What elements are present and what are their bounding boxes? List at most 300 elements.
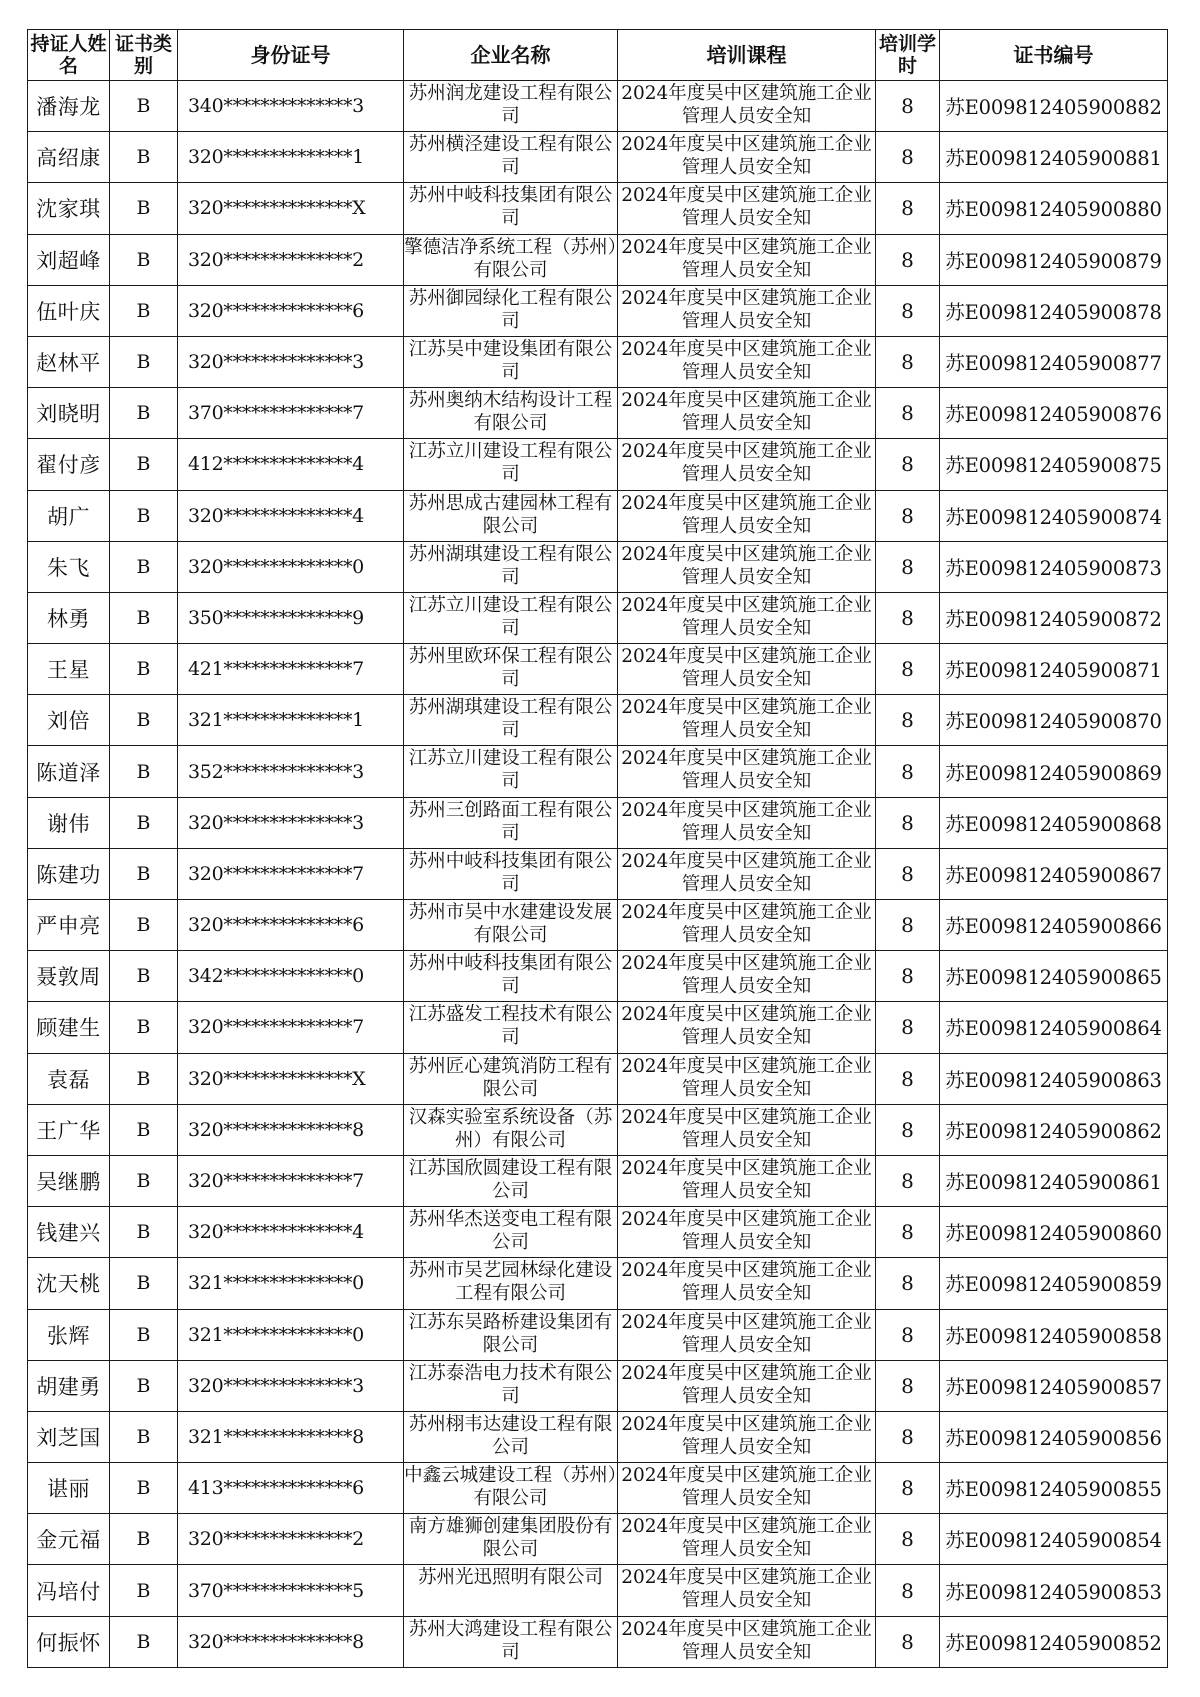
id-number-cell: 320**************7	[178, 848, 404, 899]
holder-name-cell: 刘倍	[28, 695, 110, 746]
id-number-cell: 320**************6	[178, 900, 404, 951]
certificate-number-cell: 苏E009812405900853	[940, 1565, 1168, 1616]
company-name-cell	[404, 1258, 618, 1309]
certificate-category-cell: B	[110, 746, 178, 797]
certificate-category-cell: B	[110, 592, 178, 643]
certificate-category-cell: B	[110, 1463, 178, 1514]
certificate-number-cell: 苏E009812405900862	[940, 1104, 1168, 1155]
holder-name-cell: 严申亮	[28, 900, 110, 951]
company-name-cell-text: 苏州横泾建设工程有限公司	[408, 134, 613, 179]
training-course-cell	[618, 951, 876, 1002]
training-hours-cell: 8	[876, 695, 940, 746]
certificate-number-cell: 苏E009812405900852	[940, 1616, 1168, 1667]
id-number-cell: 321**************1	[178, 695, 404, 746]
training-hours-cell: 8	[876, 1309, 940, 1360]
training-course-cell	[618, 1360, 876, 1411]
table-row	[28, 1565, 1168, 1616]
training-course-cell-text: 2024年度吴中区建筑施工企业管理人员安全知	[621, 1465, 872, 1510]
company-name-cell-text: 苏州市吴艺园林绿化建设工程有限公司	[408, 1260, 613, 1305]
training-course-cell	[618, 1463, 876, 1514]
training-course-cell-text: 2024年度吴中区建筑施工企业管理人员安全知	[621, 1106, 872, 1151]
company-name-cell-text: 苏州栩韦达建设工程有限公司	[408, 1413, 613, 1458]
training-course-cell	[618, 900, 876, 951]
company-name-cell	[404, 285, 618, 336]
company-name-cell-text: 擎德洁净系统工程（苏州）有限公司	[404, 236, 617, 281]
certificate-category-cell: B	[110, 1411, 178, 1462]
holder-name-cell: 潘海龙	[28, 81, 110, 132]
training-hours-cell: 8	[876, 388, 940, 439]
certificate-number-cell: 苏E009812405900882	[940, 81, 1168, 132]
training-course-cell-text: 2024年度吴中区建筑施工企业管理人员安全知	[621, 902, 872, 946]
training-course-cell	[618, 388, 876, 439]
training-course-cell-text: 2024年度吴中区建筑施工企业管理人员安全知	[621, 1413, 872, 1458]
table-header-row	[28, 30, 1168, 81]
id-number-cell: 350**************9	[178, 592, 404, 643]
id-number-cell: 320**************8	[178, 1104, 404, 1155]
company-name-cell	[404, 746, 618, 797]
id-number-cell: 342**************0	[178, 951, 404, 1002]
table-row	[28, 1411, 1168, 1462]
company-name-cell-text: 苏州润龙建设工程有限公司	[408, 83, 613, 127]
certificate-number-cell: 苏E009812405900859	[940, 1258, 1168, 1309]
certificate-number-cell: 苏E009812405900860	[940, 1207, 1168, 1258]
certificate-number-cell: 苏E009812405900854	[940, 1514, 1168, 1565]
company-name-cell-text: 江苏立川建设工程有限公司	[408, 594, 613, 639]
holder-name-cell: 伍叶庆	[28, 285, 110, 336]
holder-name-cell: 沈天桃	[28, 1258, 110, 1309]
table-row	[28, 490, 1168, 541]
holder-name-cell: 聂敦周	[28, 951, 110, 1002]
id-number-cell: 320**************3	[178, 1360, 404, 1411]
company-name-cell-text: 汉森实验室系统设备（苏州）有限公司	[408, 1106, 613, 1151]
training-course-cell	[618, 234, 876, 285]
training-course-cell-text: 2024年度吴中区建筑施工企业管理人员安全知	[621, 1516, 872, 1561]
certificate-number-cell: 苏E009812405900856	[940, 1411, 1168, 1462]
id-number-cell: 370**************5	[178, 1565, 404, 1616]
certificate-category-cell: B	[110, 1360, 178, 1411]
training-course-cell	[618, 1002, 876, 1053]
training-hours-cell: 8	[876, 1155, 940, 1206]
table-row	[28, 1053, 1168, 1104]
holder-name-cell: 谢伟	[28, 797, 110, 848]
header-training-hours: 培训学时	[876, 30, 940, 81]
table-row	[28, 388, 1168, 439]
certificate-number-cell: 苏E009812405900867	[940, 848, 1168, 899]
training-course-cell	[618, 695, 876, 746]
training-course-cell	[618, 848, 876, 899]
training-hours-cell: 8	[876, 1565, 940, 1616]
training-course-cell	[618, 81, 876, 132]
company-name-cell	[404, 1309, 618, 1360]
training-course-cell-text: 2024年度吴中区建筑施工企业管理人员安全知	[621, 134, 872, 179]
certificate-category-cell: B	[110, 1207, 178, 1258]
table-row	[28, 183, 1168, 234]
certificate-category-cell: B	[110, 695, 178, 746]
holder-name-cell: 朱飞	[28, 541, 110, 592]
company-name-cell	[404, 1514, 618, 1565]
company-name-cell-text: 苏州中岐科技集团有限公司	[408, 953, 613, 998]
id-number-cell: 320**************1	[178, 132, 404, 183]
company-name-cell	[404, 439, 618, 490]
id-number-cell: 340**************3	[178, 81, 404, 132]
company-name-cell-text: 江苏立川建设工程有限公司	[408, 441, 613, 486]
training-course-cell-text: 2024年度吴中区建筑施工企业管理人员安全知	[621, 697, 872, 742]
holder-name-cell: 胡广	[28, 490, 110, 541]
company-name-cell	[404, 592, 618, 643]
table-row	[28, 1463, 1168, 1514]
id-number-cell: 320**************4	[178, 1207, 404, 1258]
id-number-cell: 320**************X	[178, 1053, 404, 1104]
company-name-cell-text: 江苏国欣圆建设工程有限公司	[408, 1157, 613, 1202]
training-hours-cell: 8	[876, 746, 940, 797]
training-course-cell-text: 2024年度吴中区建筑施工企业管理人员安全知	[621, 543, 872, 588]
training-hours-cell: 8	[876, 183, 940, 234]
table-row	[28, 234, 1168, 285]
table-row	[28, 439, 1168, 490]
id-number-cell: 321**************0	[178, 1309, 404, 1360]
company-name-cell	[404, 388, 618, 439]
id-number-cell: 421**************7	[178, 644, 404, 695]
table-row	[28, 1514, 1168, 1565]
company-name-cell-text: 苏州湖琪建设工程有限公司	[408, 543, 613, 588]
training-hours-cell: 8	[876, 234, 940, 285]
certificate-category-cell: B	[110, 1565, 178, 1616]
training-hours-cell: 8	[876, 336, 940, 387]
table-row	[28, 900, 1168, 951]
training-hours-cell: 8	[876, 1616, 940, 1667]
table-body	[28, 81, 1168, 1668]
certificate-number-cell: 苏E009812405900870	[940, 695, 1168, 746]
id-number-cell: 320**************8	[178, 1616, 404, 1667]
training-course-cell	[618, 1258, 876, 1309]
training-hours-cell: 8	[876, 490, 940, 541]
training-course-cell-text: 2024年度吴中区建筑施工企业管理人员安全知	[621, 799, 872, 844]
certificate-number-cell: 苏E009812405900868	[940, 797, 1168, 848]
training-course-cell	[618, 336, 876, 387]
table-row	[28, 1360, 1168, 1411]
company-name-cell	[404, 1155, 618, 1206]
training-hours-cell: 8	[876, 900, 940, 951]
id-number-cell: 321**************8	[178, 1411, 404, 1462]
training-course-cell	[618, 1207, 876, 1258]
training-course-cell-text: 2024年度吴中区建筑施工企业管理人员安全知	[621, 390, 872, 435]
table-row	[28, 951, 1168, 1002]
certificate-category-cell: B	[110, 183, 178, 234]
table-row	[28, 848, 1168, 899]
company-name-cell	[404, 900, 618, 951]
company-name-cell	[404, 490, 618, 541]
table-row	[28, 541, 1168, 592]
table-row	[28, 1002, 1168, 1053]
certificate-category-cell: B	[110, 1002, 178, 1053]
training-hours-cell: 8	[876, 1514, 940, 1565]
certificate-number-cell: 苏E009812405900861	[940, 1155, 1168, 1206]
certificate-number-cell: 苏E009812405900872	[940, 592, 1168, 643]
training-course-cell	[618, 1411, 876, 1462]
company-name-cell-text: 江苏盛发工程技术有限公司	[408, 1004, 613, 1049]
certificate-category-cell: B	[110, 132, 178, 183]
table-row	[28, 1258, 1168, 1309]
id-number-cell: 320**************2	[178, 1514, 404, 1565]
company-name-cell	[404, 1053, 618, 1104]
training-course-cell	[618, 1309, 876, 1360]
training-course-cell-text: 2024年度吴中区建筑施工企业管理人员安全知	[621, 338, 872, 383]
holder-name-cell: 陈道泽	[28, 746, 110, 797]
training-course-cell-text: 2024年度吴中区建筑施工企业管理人员安全知	[621, 1055, 872, 1100]
training-course-cell	[618, 132, 876, 183]
company-name-cell	[404, 1411, 618, 1462]
id-number-cell: 320**************7	[178, 1002, 404, 1053]
training-hours-cell: 8	[876, 541, 940, 592]
table-row	[28, 1155, 1168, 1206]
training-course-cell-text: 2024年度吴中区建筑施工企业管理人员安全知	[621, 1618, 872, 1663]
certificate-number-cell: 苏E009812405900876	[940, 388, 1168, 439]
certificate-category-cell: B	[110, 1155, 178, 1206]
certificate-category-cell: B	[110, 439, 178, 490]
company-name-cell	[404, 644, 618, 695]
holder-name-cell: 沈家琪	[28, 183, 110, 234]
company-name-cell	[404, 336, 618, 387]
certificate-category-cell: B	[110, 490, 178, 541]
training-course-cell	[618, 1565, 876, 1616]
certificate-category-cell: B	[110, 1309, 178, 1360]
training-course-cell-text: 2024年度吴中区建筑施工企业管理人员安全知	[621, 441, 872, 486]
certificate-number-cell: 苏E009812405900877	[940, 336, 1168, 387]
id-number-cell: 320**************4	[178, 490, 404, 541]
training-course-cell-text: 2024年度吴中区建筑施工企业管理人员安全知	[621, 185, 872, 230]
company-name-cell	[404, 1565, 618, 1616]
certificate-category-cell: B	[110, 388, 178, 439]
training-hours-cell: 8	[876, 951, 940, 1002]
holder-name-cell: 何振怀	[28, 1616, 110, 1667]
certificate-category-cell: B	[110, 285, 178, 336]
training-course-cell	[618, 1155, 876, 1206]
table-row	[28, 797, 1168, 848]
training-course-cell-text: 2024年度吴中区建筑施工企业管理人员安全知	[621, 953, 872, 998]
certificate-number-cell: 苏E009812405900858	[940, 1309, 1168, 1360]
training-hours-cell: 8	[876, 644, 940, 695]
training-course-cell	[618, 592, 876, 643]
company-name-cell-text: 江苏吴中建设集团有限公司	[408, 338, 613, 383]
header-id-number: 身份证号	[178, 30, 404, 81]
holder-name-cell: 钱建兴	[28, 1207, 110, 1258]
id-number-cell: 321**************0	[178, 1258, 404, 1309]
training-course-cell-text: 2024年度吴中区建筑施工企业管理人员安全知	[621, 492, 872, 537]
training-course-cell-text: 2024年度吴中区建筑施工企业管理人员安全知	[621, 594, 872, 639]
holder-name-cell: 张辉	[28, 1309, 110, 1360]
training-course-cell-text: 2024年度吴中区建筑施工企业管理人员安全知	[621, 287, 872, 332]
company-name-cell	[404, 695, 618, 746]
table-row	[28, 336, 1168, 387]
training-course-cell-text: 2024年度吴中区建筑施工企业管理人员安全知	[621, 748, 872, 793]
training-course-cell-text: 2024年度吴中区建筑施工企业管理人员安全知	[621, 1209, 872, 1254]
table-row	[28, 695, 1168, 746]
training-course-cell	[618, 1053, 876, 1104]
training-hours-cell: 8	[876, 1002, 940, 1053]
certificate-category-cell: B	[110, 900, 178, 951]
table-row	[28, 1616, 1168, 1667]
training-hours-cell: 8	[876, 81, 940, 132]
holder-name-cell: 吴继鹏	[28, 1155, 110, 1206]
company-name-cell-text: 江苏立川建设工程有限公司	[408, 748, 613, 793]
id-number-cell: 320**************3	[178, 797, 404, 848]
certificate-number-cell: 苏E009812405900881	[940, 132, 1168, 183]
certificate-category-cell: B	[110, 644, 178, 695]
certificate-number-cell: 苏E009812405900878	[940, 285, 1168, 336]
company-name-cell-text: 南方雄狮创建集团股份有限公司	[408, 1516, 613, 1561]
id-number-cell: 413**************6	[178, 1463, 404, 1514]
certificate-category-cell: B	[110, 1053, 178, 1104]
id-number-cell: 320**************7	[178, 1155, 404, 1206]
certificate-number-cell: 苏E009812405900865	[940, 951, 1168, 1002]
company-name-cell-text: 苏州华杰送变电工程有限公司	[408, 1209, 613, 1254]
training-course-cell	[618, 285, 876, 336]
certificate-number-cell: 苏E009812405900880	[940, 183, 1168, 234]
id-number-cell: 370**************7	[178, 388, 404, 439]
certificate-category-cell: B	[110, 1258, 178, 1309]
certificate-number-cell: 苏E009812405900871	[940, 644, 1168, 695]
certificate-category-cell: B	[110, 1616, 178, 1667]
table-row	[28, 132, 1168, 183]
table-row	[28, 592, 1168, 643]
certificate-category-cell: B	[110, 234, 178, 285]
certificate-number-cell: 苏E009812405900863	[940, 1053, 1168, 1104]
company-name-cell-text: 苏州湖琪建设工程有限公司	[408, 697, 613, 742]
training-course-cell-text: 2024年度吴中区建筑施工企业管理人员安全知	[621, 850, 872, 895]
company-name-cell-text: 江苏泰浩电力技术有限公司	[408, 1362, 613, 1407]
training-hours-cell: 8	[876, 1360, 940, 1411]
training-course-cell-text: 2024年度吴中区建筑施工企业管理人员安全知	[621, 236, 872, 281]
certificate-category-cell: B	[110, 797, 178, 848]
table-row	[28, 285, 1168, 336]
certificate-number-cell: 苏E009812405900855	[940, 1463, 1168, 1514]
id-number-cell: 412**************4	[178, 439, 404, 490]
holder-name-cell: 袁磊	[28, 1053, 110, 1104]
certificate-category-cell: B	[110, 336, 178, 387]
holder-name-cell: 王星	[28, 644, 110, 695]
training-course-cell	[618, 1514, 876, 1565]
training-course-cell-text: 2024年度吴中区建筑施工企业管理人员安全知	[621, 1311, 872, 1356]
holder-name-cell: 陈建功	[28, 848, 110, 899]
training-course-cell-text: 2024年度吴中区建筑施工企业管理人员安全知	[621, 1004, 872, 1049]
table-row	[28, 1104, 1168, 1155]
training-hours-cell: 8	[876, 1411, 940, 1462]
certificate-category-cell: B	[110, 81, 178, 132]
id-number-cell: 320**************6	[178, 285, 404, 336]
training-course-cell	[618, 746, 876, 797]
certificate-category-cell: B	[110, 1104, 178, 1155]
company-name-cell	[404, 132, 618, 183]
company-name-cell	[404, 797, 618, 848]
company-name-cell	[404, 1616, 618, 1667]
training-course-cell	[618, 1616, 876, 1667]
id-number-cell: 352**************3	[178, 746, 404, 797]
company-name-cell-text: 苏州里欧环保工程有限公司	[408, 646, 613, 691]
certificate-table	[27, 29, 1168, 1668]
training-hours-cell: 8	[876, 592, 940, 643]
table-row	[28, 1309, 1168, 1360]
holder-name-cell: 胡建勇	[28, 1360, 110, 1411]
header-company-name: 企业名称	[404, 30, 618, 81]
training-hours-cell: 8	[876, 1207, 940, 1258]
company-name-cell	[404, 951, 618, 1002]
holder-name-cell: 翟付彦	[28, 439, 110, 490]
training-course-cell	[618, 797, 876, 848]
certificate-category-cell: B	[110, 951, 178, 1002]
id-number-cell: 320**************0	[178, 541, 404, 592]
company-name-cell	[404, 81, 618, 132]
table-row	[28, 81, 1168, 132]
company-name-cell-text: 苏州奥纳木结构设计工程有限公司	[408, 390, 613, 435]
id-number-cell: 320**************3	[178, 336, 404, 387]
header-certificate-category: 证书类别	[110, 30, 178, 81]
holder-name-cell: 金元福	[28, 1514, 110, 1565]
header-holder-name: 持证人姓名	[28, 30, 110, 81]
certificate-number-cell: 苏E009812405900875	[940, 439, 1168, 490]
training-course-cell	[618, 1104, 876, 1155]
holder-name-cell: 高绍康	[28, 132, 110, 183]
company-name-cell	[404, 234, 618, 285]
certificate-number-cell: 苏E009812405900857	[940, 1360, 1168, 1411]
holder-name-cell: 顾建生	[28, 1002, 110, 1053]
company-name-cell-text: 江苏东吴路桥建设集团有限公司	[408, 1311, 613, 1356]
certificate-number-cell: 苏E009812405900864	[940, 1002, 1168, 1053]
table-row	[28, 644, 1168, 695]
company-name-cell	[404, 1207, 618, 1258]
holder-name-cell: 冯培付	[28, 1565, 110, 1616]
company-name-cell-text: 苏州光迅照明有限公司	[417, 1567, 603, 1589]
company-name-cell	[404, 848, 618, 899]
training-course-cell	[618, 183, 876, 234]
company-name-cell	[404, 1360, 618, 1411]
training-hours-cell: 8	[876, 1258, 940, 1309]
training-course-cell	[618, 439, 876, 490]
training-course-cell	[618, 541, 876, 592]
training-hours-cell: 8	[876, 285, 940, 336]
company-name-cell-text: 苏州大鸿建设工程有限公司	[408, 1618, 613, 1663]
training-course-cell-text: 2024年度吴中区建筑施工企业管理人员安全知	[621, 83, 872, 127]
company-name-cell-text: 苏州中岐科技集团有限公司	[408, 850, 613, 895]
training-course-cell	[618, 490, 876, 541]
holder-name-cell: 谌丽	[28, 1463, 110, 1514]
table-row	[28, 746, 1168, 797]
company-name-cell	[404, 1104, 618, 1155]
certificate-number-cell: 苏E009812405900873	[940, 541, 1168, 592]
training-course-cell-text: 2024年度吴中区建筑施工企业管理人员安全知	[621, 1362, 872, 1407]
holder-name-cell: 刘晓明	[28, 388, 110, 439]
holder-name-cell: 刘超峰	[28, 234, 110, 285]
company-name-cell-text: 中鑫云城建设工程（苏州）有限公司	[404, 1465, 617, 1510]
certificate-number-cell: 苏E009812405900879	[940, 234, 1168, 285]
company-name-cell	[404, 541, 618, 592]
id-number-cell: 320**************2	[178, 234, 404, 285]
certificate-category-cell: B	[110, 541, 178, 592]
training-hours-cell: 8	[876, 797, 940, 848]
certificate-number-cell: 苏E009812405900869	[940, 746, 1168, 797]
company-name-cell	[404, 1463, 618, 1514]
certificate-category-cell: B	[110, 1514, 178, 1565]
company-name-cell	[404, 183, 618, 234]
header-training-course: 培训课程	[618, 30, 876, 81]
company-name-cell	[404, 1002, 618, 1053]
training-course-cell-text: 2024年度吴中区建筑施工企业管理人员安全知	[621, 1260, 872, 1305]
training-hours-cell: 8	[876, 1053, 940, 1104]
holder-name-cell: 林勇	[28, 592, 110, 643]
training-hours-cell: 8	[876, 1463, 940, 1514]
company-name-cell-text: 苏州匠心建筑消防工程有限公司	[408, 1055, 613, 1100]
training-course-cell-text: 2024年度吴中区建筑施工企业管理人员安全知	[621, 1567, 872, 1612]
training-hours-cell: 8	[876, 132, 940, 183]
